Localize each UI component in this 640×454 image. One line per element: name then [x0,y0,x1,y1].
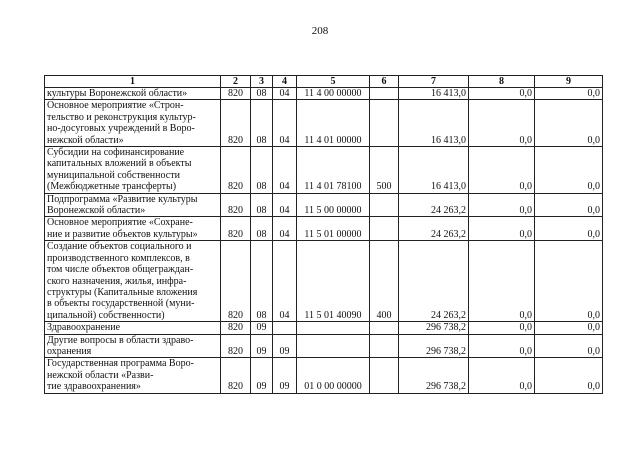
amount-year3-cell: 0,0 [535,217,603,241]
subsection-cell: 04 [273,217,297,241]
row-name-line: Основное мероприятие «Строн- [47,100,184,112]
grbs-cell: 820 [221,241,251,322]
amount-year2-cell: 0,0 [469,147,535,194]
amount-year3-cell: 0,0 [535,147,603,194]
amount-year2-cell: 0,0 [469,322,535,334]
row-name-cell [45,147,221,194]
target-article-cell: 11 4 01 78100 [297,147,370,194]
subsection-cell: 04 [273,100,297,147]
amount-year2-cell: 0,0 [469,193,535,217]
grbs-cell: 820 [221,217,251,241]
amount-year3-cell: 0,0 [535,193,603,217]
column-header: 2 [221,76,251,88]
row-name-cell [45,322,221,334]
row-name-line: Подпрограмма «Развитие культуры [47,193,198,205]
subsection-cell: 04 [273,241,297,322]
grbs-cell: 820 [221,88,251,100]
table-row [45,88,603,100]
row-name-line: Государственная программа Воро- [47,358,194,370]
subsection-cell: 09 [273,334,297,358]
table-header-row [45,76,603,88]
row-name-cell [45,100,221,147]
row-name-line: Субсидии на софинансирование [47,147,185,159]
amount-year2-cell: 0,0 [469,217,535,241]
table-row [45,100,603,147]
amount-year1-cell: 24 263,2 [399,217,469,241]
expense-type-cell: 500 [370,147,399,194]
expense-type-cell [370,193,399,217]
subsection-cell: 04 [273,88,297,100]
row-name-line: Основное мероприятие «Сохране- [47,217,193,229]
amount-year1-cell: 16 413,0 [399,100,469,147]
section-cell: 08 [251,241,273,322]
table-row [45,147,603,194]
amount-year2-cell: 0,0 [469,334,535,358]
section-cell: 09 [251,322,273,334]
row-name-cell [45,241,221,322]
expense-type-cell [370,88,399,100]
budget-table [44,75,603,394]
target-article-cell: 01 0 00 00000 [297,358,370,393]
amount-year3-cell: 0,0 [535,100,603,147]
target-article-cell: 11 5 01 00000 [297,217,370,241]
table-body [45,88,603,394]
expense-type-cell [370,217,399,241]
row-name-line: охранения [47,345,92,357]
expense-type-cell [370,100,399,147]
column-header: 1 [45,76,221,88]
table-row [45,358,603,393]
column-header: 3 [251,76,273,88]
target-article-cell [297,334,370,358]
amount-year1-cell: 16 413,0 [399,88,469,100]
amount-year2-cell: 0,0 [469,100,535,147]
section-cell: 08 [251,88,273,100]
row-name-cell [45,193,221,217]
amount-year3-cell: 0,0 [535,334,603,358]
column-header: 9 [535,76,603,88]
amount-year1-cell: 16 413,0 [399,147,469,194]
table-row [45,322,603,334]
row-name-line: культуры Воронежской области» [47,88,188,99]
amount-year2-cell: 0,0 [469,88,535,100]
subsection-cell: 04 [273,193,297,217]
row-name-cell [45,217,221,241]
amount-year2-cell: 0,0 [469,241,535,322]
expense-type-cell: 400 [370,241,399,322]
column-header: 6 [370,76,399,88]
grbs-cell: 820 [221,358,251,393]
target-article-cell [297,322,370,334]
row-name-line: том числе объектов общеграждан- [47,264,194,276]
row-name-line: в объекты государственной (муни- [47,298,195,310]
row-name-line: тельство и реконструкция культур- [47,111,196,123]
subsection-cell: 04 [273,147,297,194]
amount-year1-cell: 296 738,2 [399,358,469,393]
expense-type-cell [370,358,399,393]
target-article-cell: 11 5 01 40090 [297,241,370,322]
row-name-line: ципальной) собственности) [47,309,165,321]
amount-year3-cell: 0,0 [535,241,603,322]
column-header: 5 [297,76,370,88]
section-cell: 08 [251,193,273,217]
grbs-cell: 820 [221,322,251,334]
section-cell: 08 [251,147,273,194]
target-article-cell: 11 5 00 00000 [297,193,370,217]
grbs-cell: 820 [221,147,251,194]
row-name-line: нежской области» [47,134,124,146]
amount-year3-cell: 0,0 [535,88,603,100]
grbs-cell: 820 [221,193,251,217]
row-name-line: Другие вопросы в области здраво- [47,334,194,346]
row-name-line: Создание объектов социального и [47,241,192,253]
row-name-line: капитальных вложений в объекты [47,158,192,170]
table-row [45,217,603,241]
grbs-cell: 820 [221,334,251,358]
column-header: 4 [273,76,297,88]
row-name-line: ние и развитие объектов культуры» [47,228,198,240]
amount-year1-cell: 24 263,2 [399,241,469,322]
amount-year1-cell: 296 738,2 [399,322,469,334]
section-cell: 09 [251,358,273,393]
row-name-line: структуры (Капитальные вложения [47,286,198,298]
section-cell: 08 [251,100,273,147]
row-name-line: муниципальной собственности [47,169,180,181]
row-name-line: производственного комплексов, в [47,252,190,264]
row-name-line: тие здравоохранения» [47,381,141,393]
target-article-cell: 11 4 00 00000 [297,88,370,100]
row-name-line: но-досуговых учреждений в Воро- [47,123,195,135]
row-name-line: ского назначения, жилья, инфра- [47,275,187,287]
amount-year1-cell: 296 738,2 [399,334,469,358]
row-name-cell [45,334,221,358]
section-cell: 08 [251,217,273,241]
grbs-cell: 820 [221,100,251,147]
table-row [45,241,603,322]
amount-year2-cell: 0,0 [469,358,535,393]
page-number: 208 [311,25,329,37]
amount-year3-cell: 0,0 [535,358,603,393]
row-name-line: нежской области «Разви- [47,369,154,381]
amount-year1-cell: 24 263,2 [399,193,469,217]
expense-type-cell [370,334,399,358]
column-header: 8 [469,76,535,88]
amount-year3-cell: 0,0 [535,322,603,334]
subsection-cell [273,322,297,334]
target-article-cell: 11 4 01 00000 [297,100,370,147]
row-name-line: Здравоохранение [47,322,121,334]
expense-type-cell [370,322,399,334]
row-name-line: (Межбюджетные трансферты) [47,181,177,193]
row-name-line: Воронежской области» [47,205,146,217]
table-row [45,193,603,217]
row-name-cell [45,358,221,393]
section-cell: 09 [251,334,273,358]
column-header: 7 [399,76,469,88]
subsection-cell: 09 [273,358,297,393]
table-row [45,334,603,358]
row-name-cell [45,88,221,100]
